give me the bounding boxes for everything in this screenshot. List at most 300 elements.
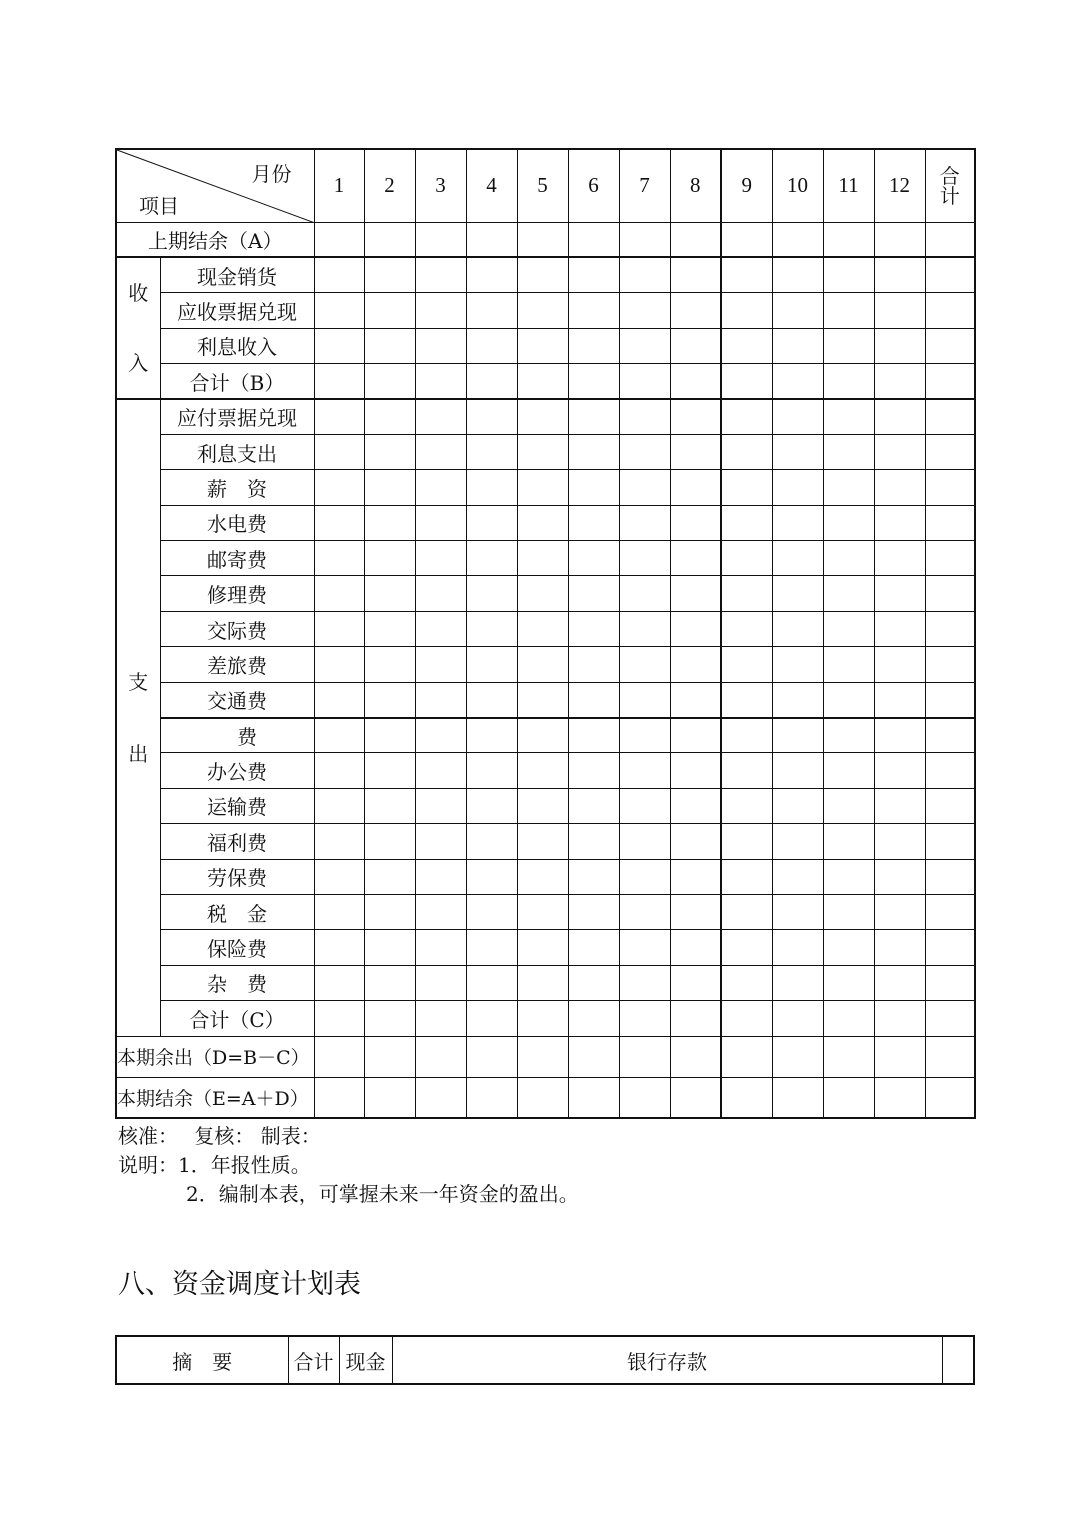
value-cell[interactable] xyxy=(823,1001,874,1036)
value-cell[interactable] xyxy=(772,328,823,364)
value-cell[interactable] xyxy=(925,788,975,823)
value-cell[interactable] xyxy=(925,222,975,257)
value-cell[interactable] xyxy=(314,611,364,646)
value-cell[interactable] xyxy=(874,753,925,788)
value-cell[interactable] xyxy=(517,718,568,753)
value-cell[interactable] xyxy=(314,505,364,540)
value-cell[interactable] xyxy=(517,257,568,293)
value-cell[interactable] xyxy=(568,1036,619,1077)
value-cell[interactable] xyxy=(925,576,975,611)
value-cell[interactable] xyxy=(823,293,874,329)
value-cell[interactable] xyxy=(772,647,823,682)
value-cell[interactable] xyxy=(568,894,619,929)
value-cell[interactable] xyxy=(619,859,670,894)
value-cell[interactable] xyxy=(925,1036,975,1077)
value-cell[interactable] xyxy=(874,682,925,717)
value-cell[interactable] xyxy=(466,470,517,505)
value-cell[interactable] xyxy=(364,576,415,611)
value-cell[interactable] xyxy=(670,399,721,434)
value-cell[interactable] xyxy=(721,718,772,753)
value-cell[interactable] xyxy=(314,399,364,434)
value-cell[interactable] xyxy=(823,257,874,293)
value-cell[interactable] xyxy=(364,364,415,400)
value-cell[interactable] xyxy=(925,505,975,540)
value-cell[interactable] xyxy=(466,682,517,717)
value-cell[interactable] xyxy=(721,257,772,293)
value-cell[interactable] xyxy=(568,1001,619,1036)
value-cell[interactable] xyxy=(925,824,975,859)
value-cell[interactable] xyxy=(415,257,466,293)
value-cell[interactable] xyxy=(568,859,619,894)
value-cell[interactable] xyxy=(925,399,975,434)
value-cell[interactable] xyxy=(314,1077,364,1118)
value-cell[interactable] xyxy=(415,1036,466,1077)
value-cell[interactable] xyxy=(517,364,568,400)
value-cell[interactable] xyxy=(568,576,619,611)
value-cell[interactable] xyxy=(721,753,772,788)
value-cell[interactable] xyxy=(619,470,670,505)
value-cell[interactable] xyxy=(314,859,364,894)
value-cell[interactable] xyxy=(619,222,670,257)
value-cell[interactable] xyxy=(721,824,772,859)
value-cell[interactable] xyxy=(568,718,619,753)
value-cell[interactable] xyxy=(415,470,466,505)
value-cell[interactable] xyxy=(568,647,619,682)
value-cell[interactable] xyxy=(415,434,466,469)
value-cell[interactable] xyxy=(415,930,466,965)
value-cell[interactable] xyxy=(466,1077,517,1118)
value-cell[interactable] xyxy=(772,1077,823,1118)
value-cell[interactable] xyxy=(314,576,364,611)
value-cell[interactable] xyxy=(619,399,670,434)
value-cell[interactable] xyxy=(314,682,364,717)
value-cell[interactable] xyxy=(466,1001,517,1036)
value-cell[interactable] xyxy=(670,1077,721,1118)
value-cell[interactable] xyxy=(466,399,517,434)
value-cell[interactable] xyxy=(721,894,772,929)
value-cell[interactable] xyxy=(670,611,721,646)
value-cell[interactable] xyxy=(670,824,721,859)
value-cell[interactable] xyxy=(772,1001,823,1036)
value-cell[interactable] xyxy=(619,257,670,293)
value-cell[interactable] xyxy=(925,965,975,1000)
value-cell[interactable] xyxy=(619,753,670,788)
value-cell[interactable] xyxy=(517,399,568,434)
value-cell[interactable] xyxy=(721,364,772,400)
value-cell[interactable] xyxy=(874,611,925,646)
value-cell[interactable] xyxy=(772,505,823,540)
value-cell[interactable] xyxy=(721,1077,772,1118)
value-cell[interactable] xyxy=(568,222,619,257)
value-cell[interactable] xyxy=(517,647,568,682)
value-cell[interactable] xyxy=(874,894,925,929)
value-cell[interactable] xyxy=(772,576,823,611)
value-cell[interactable] xyxy=(619,505,670,540)
value-cell[interactable] xyxy=(925,257,975,293)
value-cell[interactable] xyxy=(772,753,823,788)
value-cell[interactable] xyxy=(568,1077,619,1118)
value-cell[interactable] xyxy=(364,470,415,505)
value-cell[interactable] xyxy=(874,541,925,576)
value-cell[interactable] xyxy=(772,611,823,646)
value-cell[interactable] xyxy=(466,788,517,823)
value-cell[interactable] xyxy=(364,894,415,929)
value-cell[interactable] xyxy=(721,647,772,682)
value-cell[interactable] xyxy=(568,611,619,646)
value-cell[interactable] xyxy=(466,505,517,540)
value-cell[interactable] xyxy=(517,930,568,965)
value-cell[interactable] xyxy=(721,505,772,540)
value-cell[interactable] xyxy=(823,328,874,364)
value-cell[interactable] xyxy=(670,328,721,364)
value-cell[interactable] xyxy=(314,718,364,753)
value-cell[interactable] xyxy=(517,1036,568,1077)
value-cell[interactable] xyxy=(670,257,721,293)
value-cell[interactable] xyxy=(466,222,517,257)
value-cell[interactable] xyxy=(721,965,772,1000)
value-cell[interactable] xyxy=(670,859,721,894)
value-cell[interactable] xyxy=(670,930,721,965)
value-cell[interactable] xyxy=(670,682,721,717)
value-cell[interactable] xyxy=(466,328,517,364)
value-cell[interactable] xyxy=(568,788,619,823)
value-cell[interactable] xyxy=(415,824,466,859)
value-cell[interactable] xyxy=(466,824,517,859)
value-cell[interactable] xyxy=(568,399,619,434)
value-cell[interactable] xyxy=(619,788,670,823)
value-cell[interactable] xyxy=(314,293,364,329)
value-cell[interactable] xyxy=(517,576,568,611)
value-cell[interactable] xyxy=(772,859,823,894)
value-cell[interactable] xyxy=(364,682,415,717)
value-cell[interactable] xyxy=(721,1001,772,1036)
value-cell[interactable] xyxy=(874,293,925,329)
value-cell[interactable] xyxy=(415,222,466,257)
value-cell[interactable] xyxy=(721,293,772,329)
value-cell[interactable] xyxy=(466,718,517,753)
value-cell[interactable] xyxy=(772,434,823,469)
value-cell[interactable] xyxy=(925,894,975,929)
value-cell[interactable] xyxy=(517,222,568,257)
value-cell[interactable] xyxy=(314,965,364,1000)
value-cell[interactable] xyxy=(874,824,925,859)
value-cell[interactable] xyxy=(619,1036,670,1077)
value-cell[interactable] xyxy=(670,364,721,400)
value-cell[interactable] xyxy=(823,399,874,434)
value-cell[interactable] xyxy=(364,824,415,859)
value-cell[interactable] xyxy=(517,788,568,823)
value-cell[interactable] xyxy=(823,682,874,717)
value-cell[interactable] xyxy=(619,293,670,329)
value-cell[interactable] xyxy=(823,1077,874,1118)
value-cell[interactable] xyxy=(874,718,925,753)
value-cell[interactable] xyxy=(517,434,568,469)
value-cell[interactable] xyxy=(517,541,568,576)
value-cell[interactable] xyxy=(314,328,364,364)
value-cell[interactable] xyxy=(415,505,466,540)
value-cell[interactable] xyxy=(314,753,364,788)
value-cell[interactable] xyxy=(314,257,364,293)
value-cell[interactable] xyxy=(415,894,466,929)
value-cell[interactable] xyxy=(415,1077,466,1118)
value-cell[interactable] xyxy=(721,434,772,469)
value-cell[interactable] xyxy=(364,965,415,1000)
value-cell[interactable] xyxy=(721,859,772,894)
value-cell[interactable] xyxy=(517,611,568,646)
value-cell[interactable] xyxy=(925,470,975,505)
value-cell[interactable] xyxy=(772,824,823,859)
value-cell[interactable] xyxy=(772,222,823,257)
value-cell[interactable] xyxy=(517,470,568,505)
value-cell[interactable] xyxy=(874,576,925,611)
value-cell[interactable] xyxy=(415,753,466,788)
value-cell[interactable] xyxy=(772,788,823,823)
value-cell[interactable] xyxy=(364,399,415,434)
value-cell[interactable] xyxy=(670,1001,721,1036)
value-cell[interactable] xyxy=(670,788,721,823)
value-cell[interactable] xyxy=(466,434,517,469)
value-cell[interactable] xyxy=(364,930,415,965)
value-cell[interactable] xyxy=(466,965,517,1000)
value-cell[interactable] xyxy=(670,505,721,540)
value-cell[interactable] xyxy=(415,788,466,823)
value-cell[interactable] xyxy=(670,894,721,929)
value-cell[interactable] xyxy=(925,364,975,400)
value-cell[interactable] xyxy=(619,647,670,682)
value-cell[interactable] xyxy=(670,293,721,329)
value-cell[interactable] xyxy=(314,541,364,576)
value-cell[interactable] xyxy=(772,718,823,753)
value-cell[interactable] xyxy=(925,293,975,329)
value-cell[interactable] xyxy=(670,541,721,576)
value-cell[interactable] xyxy=(364,541,415,576)
value-cell[interactable] xyxy=(619,434,670,469)
value-cell[interactable] xyxy=(874,1077,925,1118)
value-cell[interactable] xyxy=(670,1036,721,1077)
value-cell[interactable] xyxy=(415,682,466,717)
value-cell[interactable] xyxy=(823,824,874,859)
value-cell[interactable] xyxy=(619,930,670,965)
value-cell[interactable] xyxy=(517,824,568,859)
value-cell[interactable] xyxy=(670,470,721,505)
value-cell[interactable] xyxy=(874,788,925,823)
value-cell[interactable] xyxy=(874,859,925,894)
value-cell[interactable] xyxy=(670,753,721,788)
value-cell[interactable] xyxy=(772,682,823,717)
value-cell[interactable] xyxy=(925,541,975,576)
value-cell[interactable] xyxy=(823,576,874,611)
value-cell[interactable] xyxy=(772,1036,823,1077)
value-cell[interactable] xyxy=(364,859,415,894)
value-cell[interactable] xyxy=(772,965,823,1000)
value-cell[interactable] xyxy=(721,788,772,823)
value-cell[interactable] xyxy=(823,505,874,540)
value-cell[interactable] xyxy=(415,1001,466,1036)
value-cell[interactable] xyxy=(517,293,568,329)
value-cell[interactable] xyxy=(925,434,975,469)
value-cell[interactable] xyxy=(415,328,466,364)
value-cell[interactable] xyxy=(466,541,517,576)
value-cell[interactable] xyxy=(721,399,772,434)
value-cell[interactable] xyxy=(314,894,364,929)
value-cell[interactable] xyxy=(364,505,415,540)
value-cell[interactable] xyxy=(772,257,823,293)
value-cell[interactable] xyxy=(619,718,670,753)
value-cell[interactable] xyxy=(568,753,619,788)
value-cell[interactable] xyxy=(619,824,670,859)
value-cell[interactable] xyxy=(670,718,721,753)
value-cell[interactable] xyxy=(568,930,619,965)
value-cell[interactable] xyxy=(466,753,517,788)
value-cell[interactable] xyxy=(925,647,975,682)
value-cell[interactable] xyxy=(823,718,874,753)
value-cell[interactable] xyxy=(415,965,466,1000)
value-cell[interactable] xyxy=(568,293,619,329)
value-cell[interactable] xyxy=(619,1001,670,1036)
value-cell[interactable] xyxy=(823,1036,874,1077)
value-cell[interactable] xyxy=(874,647,925,682)
value-cell[interactable] xyxy=(314,364,364,400)
value-cell[interactable] xyxy=(925,859,975,894)
value-cell[interactable] xyxy=(314,824,364,859)
value-cell[interactable] xyxy=(670,647,721,682)
value-cell[interactable] xyxy=(466,647,517,682)
value-cell[interactable] xyxy=(874,364,925,400)
value-cell[interactable] xyxy=(466,859,517,894)
value-cell[interactable] xyxy=(314,1036,364,1077)
value-cell[interactable] xyxy=(517,328,568,364)
value-cell[interactable] xyxy=(568,965,619,1000)
value-cell[interactable] xyxy=(925,753,975,788)
value-cell[interactable] xyxy=(364,1036,415,1077)
value-cell[interactable] xyxy=(823,364,874,400)
value-cell[interactable] xyxy=(721,222,772,257)
value-cell[interactable] xyxy=(415,293,466,329)
value-cell[interactable] xyxy=(619,541,670,576)
value-cell[interactable] xyxy=(823,222,874,257)
value-cell[interactable] xyxy=(925,718,975,753)
value-cell[interactable] xyxy=(721,682,772,717)
value-cell[interactable] xyxy=(823,541,874,576)
value-cell[interactable] xyxy=(772,364,823,400)
value-cell[interactable] xyxy=(874,328,925,364)
value-cell[interactable] xyxy=(670,576,721,611)
value-cell[interactable] xyxy=(874,399,925,434)
value-cell[interactable] xyxy=(874,434,925,469)
value-cell[interactable] xyxy=(314,434,364,469)
value-cell[interactable] xyxy=(517,1077,568,1118)
value-cell[interactable] xyxy=(874,222,925,257)
value-cell[interactable] xyxy=(415,541,466,576)
value-cell[interactable] xyxy=(721,930,772,965)
value-cell[interactable] xyxy=(466,894,517,929)
value-cell[interactable] xyxy=(925,1001,975,1036)
value-cell[interactable] xyxy=(415,399,466,434)
value-cell[interactable] xyxy=(721,470,772,505)
value-cell[interactable] xyxy=(670,965,721,1000)
value-cell[interactable] xyxy=(364,647,415,682)
value-cell[interactable] xyxy=(772,399,823,434)
value-cell[interactable] xyxy=(925,682,975,717)
value-cell[interactable] xyxy=(772,894,823,929)
value-cell[interactable] xyxy=(466,293,517,329)
value-cell[interactable] xyxy=(364,328,415,364)
value-cell[interactable] xyxy=(517,1001,568,1036)
value-cell[interactable] xyxy=(619,965,670,1000)
value-cell[interactable] xyxy=(823,788,874,823)
value-cell[interactable] xyxy=(925,930,975,965)
value-cell[interactable] xyxy=(568,682,619,717)
value-cell[interactable] xyxy=(619,1077,670,1118)
value-cell[interactable] xyxy=(670,222,721,257)
value-cell[interactable] xyxy=(517,753,568,788)
value-cell[interactable] xyxy=(517,505,568,540)
value-cell[interactable] xyxy=(466,576,517,611)
value-cell[interactable] xyxy=(670,434,721,469)
value-cell[interactable] xyxy=(874,505,925,540)
value-cell[interactable] xyxy=(568,824,619,859)
value-cell[interactable] xyxy=(364,257,415,293)
value-cell[interactable] xyxy=(823,753,874,788)
value-cell[interactable] xyxy=(364,611,415,646)
value-cell[interactable] xyxy=(568,257,619,293)
value-cell[interactable] xyxy=(823,611,874,646)
value-cell[interactable] xyxy=(874,930,925,965)
value-cell[interactable] xyxy=(364,434,415,469)
value-cell[interactable] xyxy=(925,1077,975,1118)
value-cell[interactable] xyxy=(568,505,619,540)
value-cell[interactable] xyxy=(619,611,670,646)
value-cell[interactable] xyxy=(568,328,619,364)
value-cell[interactable] xyxy=(874,470,925,505)
value-cell[interactable] xyxy=(721,611,772,646)
value-cell[interactable] xyxy=(721,1036,772,1077)
value-cell[interactable] xyxy=(415,859,466,894)
value-cell[interactable] xyxy=(568,470,619,505)
value-cell[interactable] xyxy=(314,1001,364,1036)
value-cell[interactable] xyxy=(772,541,823,576)
value-cell[interactable] xyxy=(721,576,772,611)
value-cell[interactable] xyxy=(874,965,925,1000)
value-cell[interactable] xyxy=(874,1036,925,1077)
value-cell[interactable] xyxy=(619,682,670,717)
value-cell[interactable] xyxy=(823,965,874,1000)
value-cell[interactable] xyxy=(466,364,517,400)
value-cell[interactable] xyxy=(823,434,874,469)
value-cell[interactable] xyxy=(364,788,415,823)
value-cell[interactable] xyxy=(466,1036,517,1077)
value-cell[interactable] xyxy=(314,788,364,823)
value-cell[interactable] xyxy=(721,541,772,576)
value-cell[interactable] xyxy=(466,257,517,293)
value-cell[interactable] xyxy=(415,647,466,682)
value-cell[interactable] xyxy=(721,328,772,364)
value-cell[interactable] xyxy=(517,859,568,894)
value-cell[interactable] xyxy=(517,894,568,929)
value-cell[interactable] xyxy=(568,541,619,576)
value-cell[interactable] xyxy=(874,257,925,293)
value-cell[interactable] xyxy=(619,576,670,611)
value-cell[interactable] xyxy=(466,930,517,965)
value-cell[interactable] xyxy=(874,1001,925,1036)
value-cell[interactable] xyxy=(364,718,415,753)
value-cell[interactable] xyxy=(314,470,364,505)
value-cell[interactable] xyxy=(517,965,568,1000)
value-cell[interactable] xyxy=(415,364,466,400)
value-cell[interactable] xyxy=(772,293,823,329)
value-cell[interactable] xyxy=(619,894,670,929)
value-cell[interactable] xyxy=(823,647,874,682)
